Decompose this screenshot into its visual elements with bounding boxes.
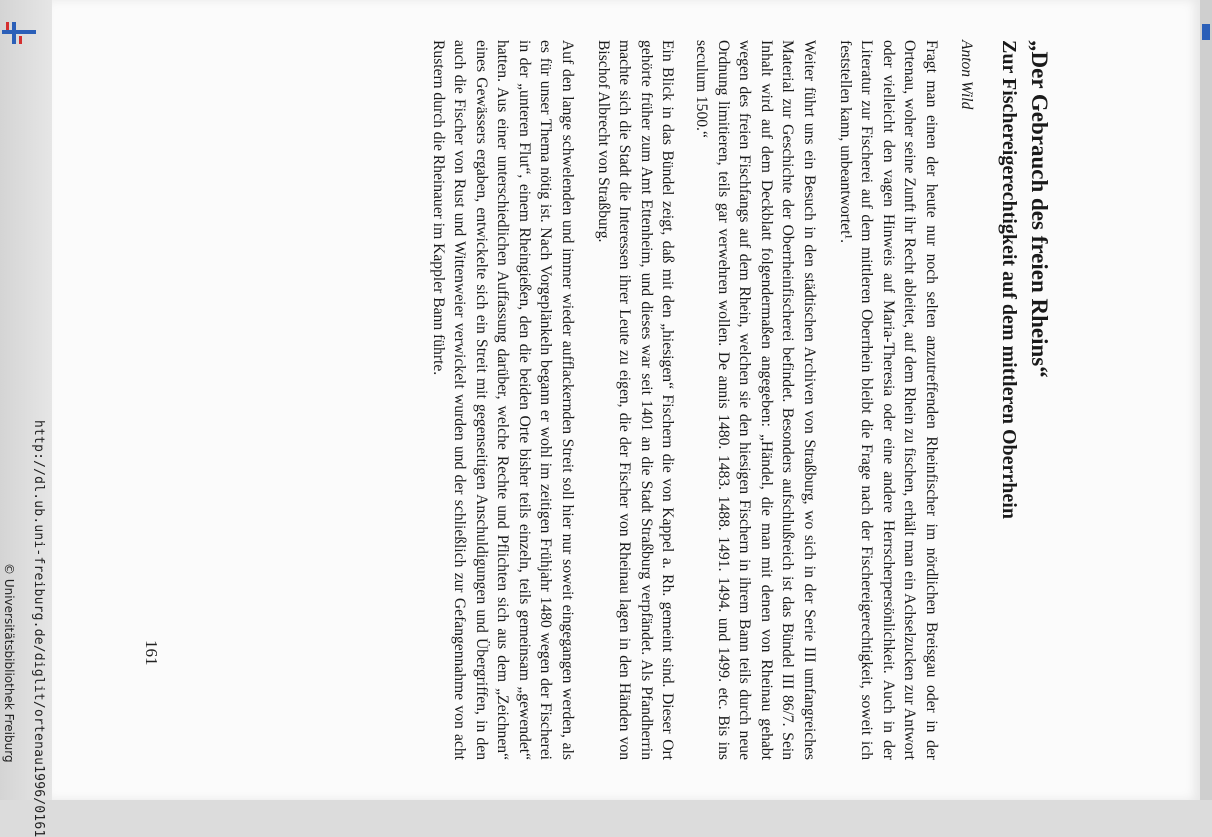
scan-marker-icon (1202, 24, 1210, 40)
paragraph: Ein Blick in das Bündel zeigt, daß mit den „hiesigen“ Fischern die von Kappel a. Rh. gemeint sind. Dieser Ort gehörte früher zum Amt Ettenheim, und dieses war seit 1401 an die Stadt Straßburg verpfändet. Als Pfandherrin machte sich die Stadt die Interessen ihrer Leute zu eigen, die der Fischer von Rheinau lagen in den Händen von Bischof Albrecht von Straßburg. (594, 40, 677, 760)
paragraph: Weiter führt uns ein Besuch in den städtischen Archiven von Straßburg, wo sich in der Serie III umfangreiches Material zur Geschichte der Oberrheinfischerei befindet. Besonders aufschlußreich ist das Bündel III 86/7. Sein Inhalt wird auf dem Deckblatt folgendermaßen angegeben: „Händel, die man mit denen von Rheinau gehabt wegen des freien Fischfangs auf dem Rhein, welchen sie den hiesigen Fischern in ihrem Bann teils durch neue Ordnung limitieren, teils gar verwehren wollen. De annis 1480. 1483. 1488. 1491. 1494. und 1499. etc. Bis ins seculum 1500.“ (693, 40, 819, 760)
library-logo-icon (2, 20, 36, 46)
page-number-area (133, 640, 173, 700)
article-subtitle: Zur Fischereigerechtigkeit auf dem mittleren Oberrhein (998, 40, 1020, 519)
article-title: „Der Gebrauch des freien Rheins“ (1027, 40, 1052, 378)
page-edge (1200, 0, 1212, 800)
scanner-margin (0, 0, 52, 837)
article-text-block (174, 40, 1054, 760)
paragraph: Auf den lange schwelenden und immer wieder aufflackernden Streit soll hier nur soweit eingegangen werden, als es für unser Thema nötig ist. Nach Vorgeplänkeln begann er wohl im zeitigen Frühjahr 1480 wegen der Fischerei in der „unteren Flut“, einem Rheingießen, den die beiden Orte bisher teils einzeln, teils gemeinsam „gewendet“ hatten. Aus einer unterschiedlichen Auffassung darüber, welche Rechte und Pflichten sich aus dem „Zeichnen“ eines Gewässers ergaben, entwickelte sich ein Streit mit gegenseitigen Anschuldigungen und Übergriffen, in den auch die Fischer von Rust und Wittenweier verwickelt wurden und der schließlich zur Gefangennahme von acht Rustern durch die Rheinauer im Kappler Bann führte. (429, 40, 577, 760)
source-url: http://dl.ub.uni-freiburg.de/diglit/ortenau1996/0161 (31, 420, 46, 837)
paragraph: Fragt man einen der heute nur noch selten anzutreffenden Rheinfischer im nördlichen Breisgau oder in der Ortenau, woher seine Zunft ihr Recht ableitet, auf dem Rhein zu fischen, erhält man ein Achselzucken zur Antwort oder vielleicht den vagen Hinweis auf Maria-Theresia oder eine andere Herrscherpersönlichkeit. Auch in der Literatur zur Fischerei auf dem mittleren Oberrhein bleibt die Frage nach der Fischereigerechtigkeit, soweit ich feststellen kann, unbeantwortet¹. (836, 40, 940, 760)
copyright-notice: © Universitätsbibliothek Freiburg (2, 563, 16, 763)
article-author: Anton Wild (958, 40, 975, 110)
page-number: 161 (142, 640, 161, 666)
